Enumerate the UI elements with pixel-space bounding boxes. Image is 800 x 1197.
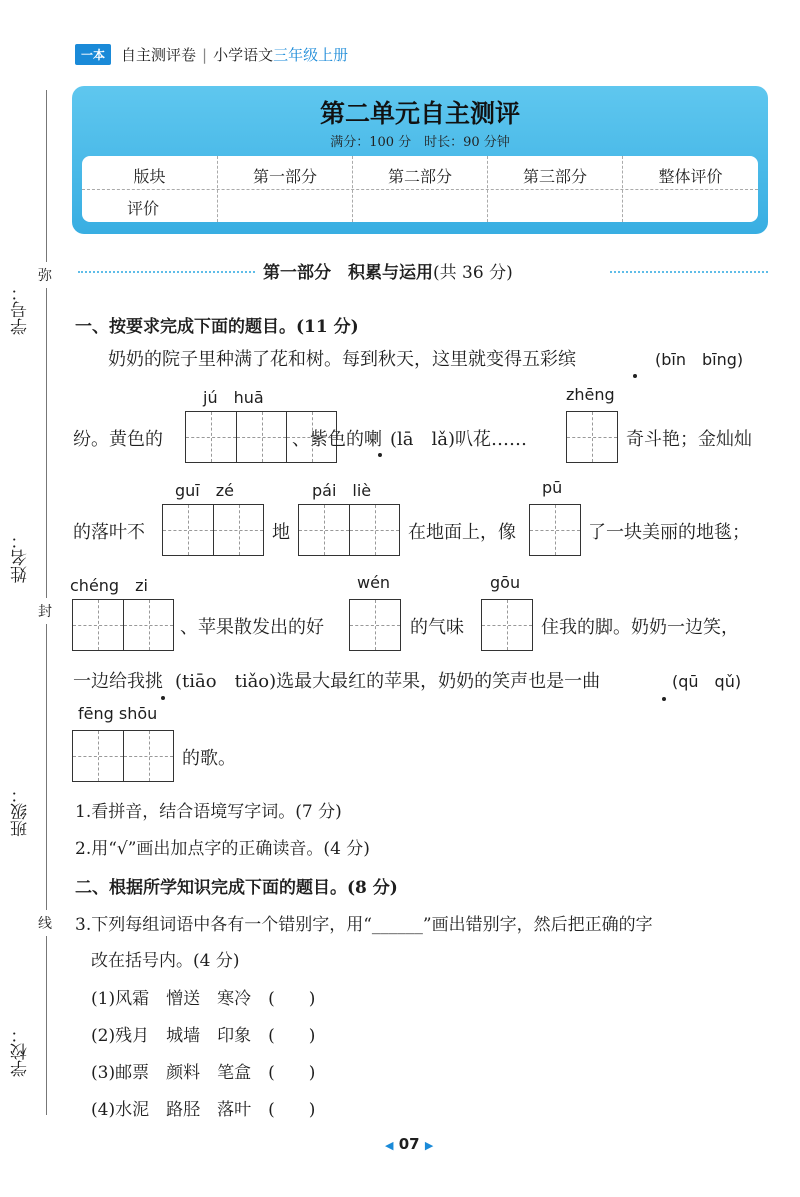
table-header: 第二部分 <box>387 167 452 186</box>
list-item: (2)残月 城墙 印象 ( ) <box>91 1026 316 1046</box>
score-row-label: 评价 <box>127 199 160 218</box>
pinyin-juhua: jú huā <box>203 388 264 407</box>
sub-question-2: 2.用“√”画出加点字的正确读音。(4 分) <box>75 839 370 859</box>
pinyin-chengzi: chéng zi <box>70 576 148 595</box>
section-heading: 第一部分 积累与运用(共 36 分) <box>255 258 521 283</box>
passage-text: 纷。黄色的 <box>73 429 163 450</box>
passage-text: 一边给我挑 <box>73 671 163 692</box>
answer-grid[interactable] <box>566 411 618 463</box>
passage-text: (lā lǎ)叭花…… <box>390 429 528 450</box>
pinyin-guize: guī zé <box>175 481 234 500</box>
passage-text: 地 <box>272 522 290 543</box>
emphasis-dot <box>663 693 664 694</box>
passage-text: (tiāo tiǎo)选最大最红的苹果，奶奶的笑声也是一曲 <box>175 671 601 692</box>
pinyin-choice: (qū qǔ) <box>672 672 742 691</box>
sub-question-1: 1.看拼音，结合语境写字词。(7 分) <box>75 802 342 822</box>
table-divider <box>82 189 758 190</box>
answer-grid[interactable] <box>481 599 533 651</box>
grade-name: 三年级上册 <box>273 46 349 64</box>
passage-text: 的歌。 <box>182 748 236 769</box>
seal-char: 封 <box>38 598 52 624</box>
passage-text: 、苹果散发出的好 <box>180 617 324 638</box>
title-banner <box>72 86 768 234</box>
pinyin-zheng: zhēng <box>566 385 615 404</box>
table-header: 版块 <box>133 167 166 186</box>
passage-text: 在地面上，像 <box>408 522 516 543</box>
prev-arrow-icon: ◀ <box>385 1139 394 1152</box>
series-name: 自主测评卷 <box>121 46 197 64</box>
list-item: (4)水泥 路胫 落叶 ( ) <box>91 1100 316 1120</box>
seal-char: 线 <box>38 910 52 936</box>
brand-logo: 一本 <box>75 44 111 65</box>
question-2-title: 二、根据所学知识完成下面的题目。(8 分) <box>75 878 398 898</box>
section-rule-left <box>78 271 258 273</box>
answer-grid[interactable] <box>72 730 174 782</box>
score-table <box>82 156 758 222</box>
question-3-text: 3.下列每组词语中各有一个错别字，用“______”画出错别字，然后把正确的字 <box>75 915 653 935</box>
passage-text: 奇斗艳；金灿灿 <box>626 429 752 450</box>
table-header: 第一部分 <box>252 167 317 186</box>
class-label: 班级： <box>8 782 33 841</box>
school-label: 学校： <box>8 1022 33 1081</box>
passage-text: 、紫色的喇 <box>292 429 382 450</box>
pinyin-gou: gōu <box>490 573 521 592</box>
seal-char: 弥 <box>38 262 52 288</box>
next-arrow-icon: ▶ <box>424 1139 434 1152</box>
question-3-text: 改在括号内。(4 分) <box>91 951 240 971</box>
student-id-label: 学号： <box>8 280 33 339</box>
exam-info: 满分：100 分 时长：90 分钟 <box>330 135 510 150</box>
table-header: 第三部分 <box>522 167 587 186</box>
section-rule-right <box>610 271 768 273</box>
answer-grid[interactable] <box>72 599 174 651</box>
page-header <box>75 44 348 65</box>
emphasis-dot <box>379 449 380 450</box>
list-item: (1)风霜 憎送 寒冷 ( ) <box>91 989 316 1009</box>
passage-text: 了一块美丽的地毯； <box>588 522 750 543</box>
passage-line-1: 奶奶的院子里种满了花和树。每到秋天，这里就变得五彩缤 <box>108 349 576 370</box>
answer-grid[interactable] <box>529 504 581 556</box>
emphasis-dot <box>634 370 635 371</box>
page-title: 第二单元自主测评 <box>319 99 520 128</box>
passage-text: 的落叶不 <box>73 522 145 543</box>
pinyin-wen: wén <box>357 573 391 592</box>
page-number: ◀ 07 ▶ <box>385 1135 434 1153</box>
header-separator: | <box>202 45 208 64</box>
pinyin-pailie: pái liè <box>312 481 372 500</box>
name-label: 姓名： <box>8 528 33 587</box>
pinyin-pu: pū <box>542 478 563 497</box>
pinyin-choice: (bīn bīng) <box>655 350 744 369</box>
subject-name: 小学语文 <box>213 46 274 64</box>
pinyin-fengshou: fēng shōu <box>78 704 158 723</box>
emphasis-dot <box>162 692 163 693</box>
answer-grid[interactable] <box>349 599 401 651</box>
table-header: 整体评价 <box>658 167 723 186</box>
passage-text: 住我的脚。奶奶一边笑， <box>541 617 739 638</box>
passage-text: 的气味 <box>410 617 464 638</box>
answer-grid[interactable] <box>162 504 264 556</box>
list-item: (3)邮票 颜料 笔盒 ( ) <box>91 1063 316 1083</box>
answer-grid[interactable] <box>298 504 400 556</box>
question-1-title: 一、按要求完成下面的题目。(11 分) <box>75 317 359 337</box>
